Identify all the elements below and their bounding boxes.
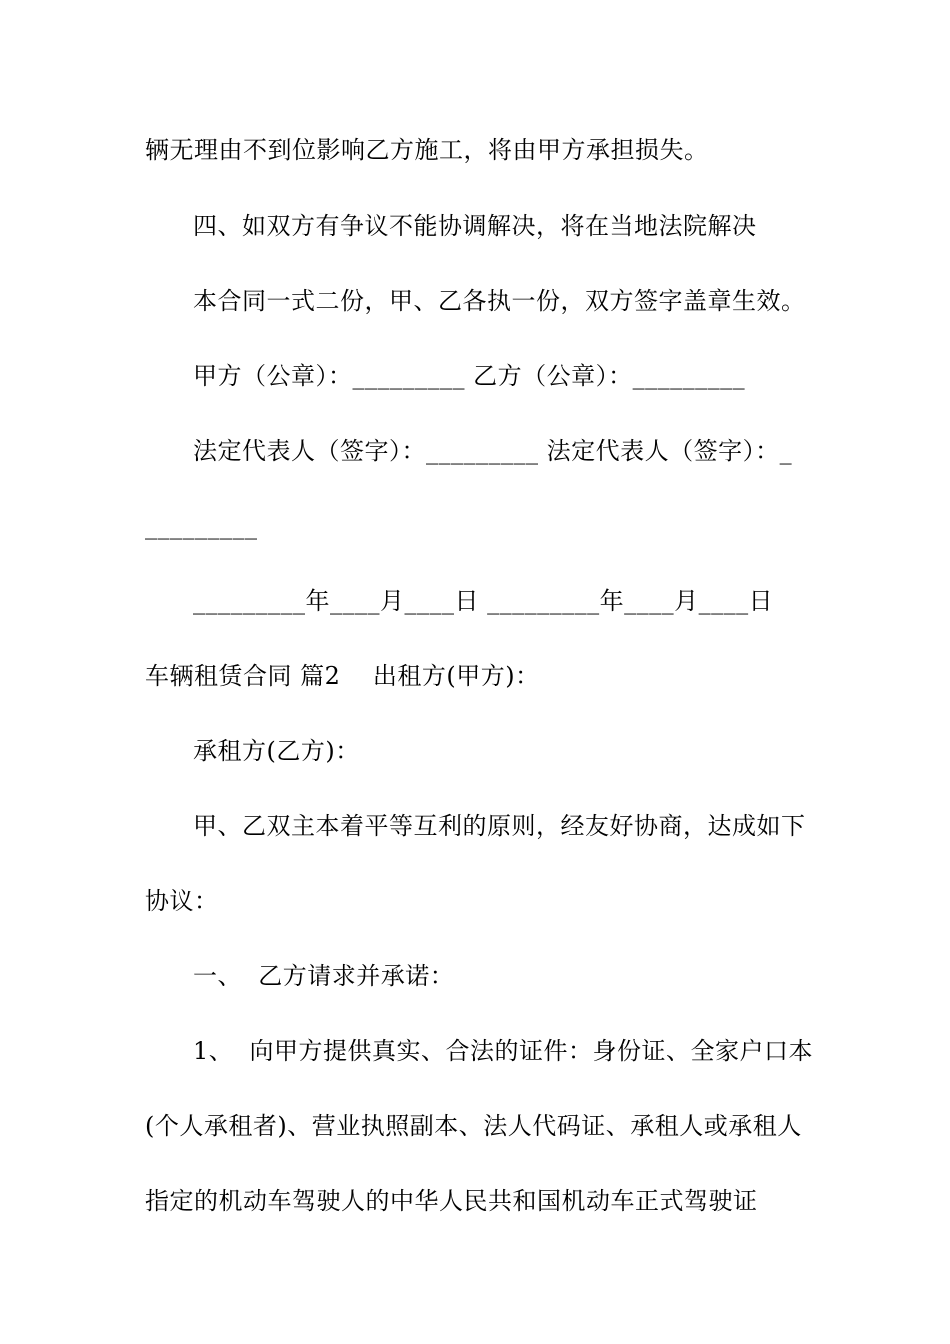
text-line: 承租方(乙方)： (193, 737, 360, 765)
text-line: 甲、乙双主本着平等互利的原则，经友好协商，达成如下 (193, 812, 806, 840)
section-heading: 车辆租赁合同 篇2 出租方(甲方)： (145, 662, 540, 690)
signature-line-continuation: _________ (145, 512, 258, 540)
text-line: 1、 向甲方提供真实、合法的证件：身份证、全家户口本 (193, 1037, 814, 1065)
text-line: 辆无理由不到位影响乙方施工，将由甲方承担损失。 (145, 136, 709, 164)
text-line: 指定的机动车驾驶人的中华人民共和国机动车正式驾驶证 (145, 1187, 758, 1215)
text-line: 协议： (145, 887, 219, 915)
text-line: 一、 乙方请求并承诺： (193, 962, 455, 990)
date-line: _________年____月____日 _________年____月____日 (193, 587, 774, 615)
text-line: 本合同一式二份，甲、乙各执一份，双方签字盖章生效。 (193, 287, 806, 315)
text-line: (个人承租者)、营业执照副本、法人代码证、承租人或承租人 (145, 1112, 802, 1140)
text-line: 四、如双方有争议不能协调解决，将在当地法院解决 (193, 212, 757, 240)
signature-line-seal: 甲方（公章）：_________ 乙方（公章）：_________ (193, 362, 746, 390)
signature-line-representative: 法定代表人（签字）：_________ 法定代表人（签字）：_ (193, 437, 793, 465)
